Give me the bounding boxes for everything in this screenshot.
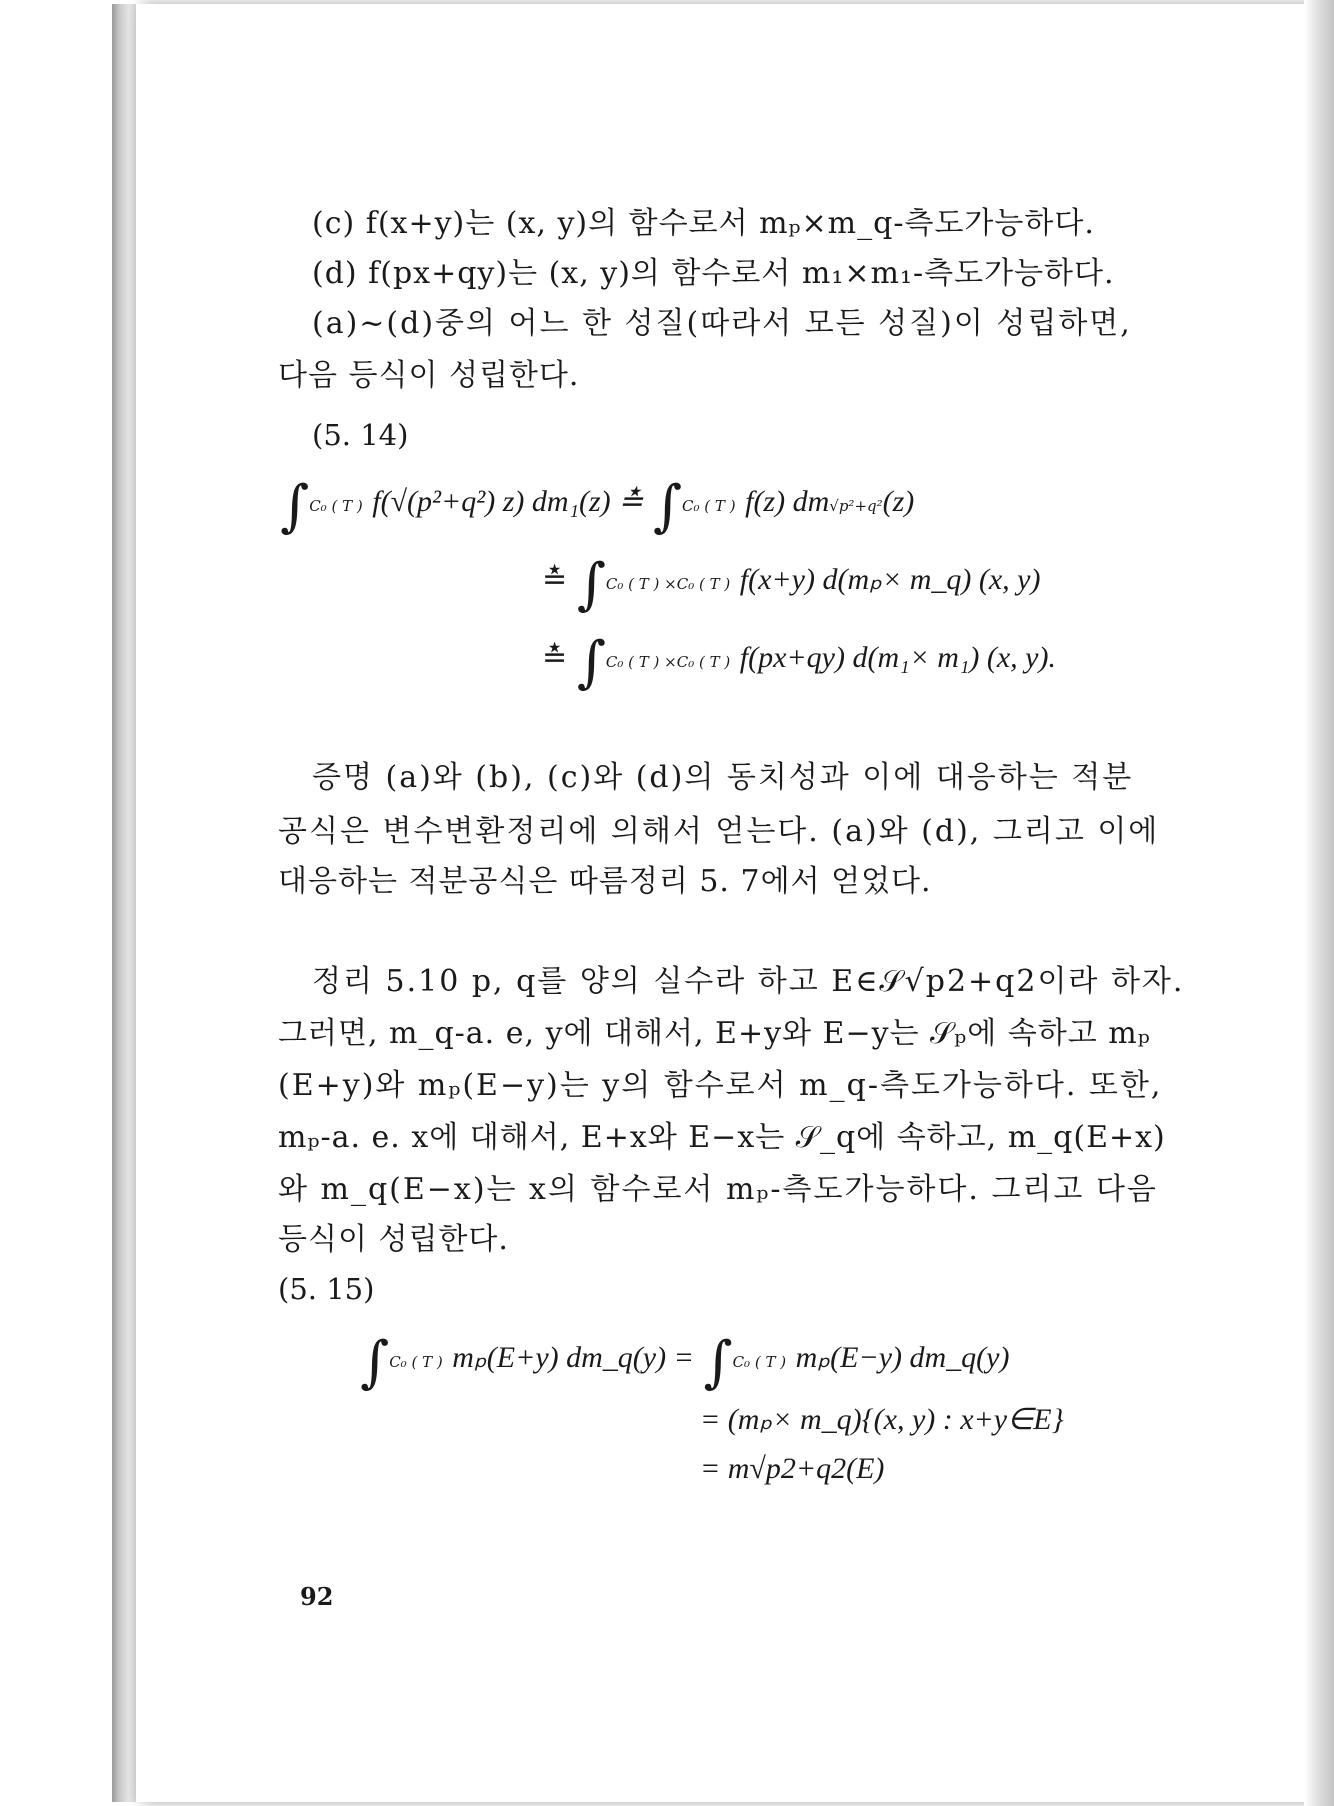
theorem-line-4: mₚ-a. e. x에 대해서, E+x와 E−x는 𝒮_q에 속하고, m_q(E+x) [278,1120,1166,1155]
integral-sign: ∫ [576,630,606,695]
theorem-line-2: 그러면, m_q-a. e, y에 대해서, E+y와 E−y는 𝒮ₚ에 속하고 mₚ [278,1016,1151,1051]
theorem-line-1: 정리 5.10 p, q를 양의 실수라 하고 E∈𝒮√p2+q2이라 하자. [312,964,1185,999]
equation-5-15-line-3: = m√p2+q2(E) [700,1452,885,1485]
equation-term: f(z) dm [745,485,830,518]
page-right-shadow [1304,0,1334,1806]
equation-5-14-line-1 [280,474,914,539]
approx-equal-sign: ≛ [542,562,568,597]
equation-term: (z) [882,485,915,518]
page-number: 92 [300,1582,334,1611]
equation-term: mₚ(E−y) dm_q(y) [795,1341,1010,1374]
integral-domain: C₀ ( T ) [389,1353,443,1371]
integral-sign: ∫ [576,552,606,617]
theorem-line-3: (E+y)와 mₚ(E−y)는 y의 함수로서 m_q-측도가능하다. 또한, [278,1068,1163,1103]
subscript: √p²+q² [829,497,883,515]
equation-label-5-15: (5. 15) [278,1272,375,1306]
integral-domain: C₀ ( T ) [309,497,363,515]
equation-term: f(√(p²+q²) z) dm₁(z) ≛ [372,485,644,518]
equation-5-14-line-3 [542,630,1056,695]
item-d: (d) f(px+qy)는 (x, y)의 함수로서 m₁×m₁-측도가능하다. [312,256,1115,291]
integral-sign: ∫ [652,474,683,539]
integral-sign: ∫ [360,1330,390,1395]
integral-domain: C₀ ( T ) [682,497,736,515]
approx-equal-sign: ≛ [542,640,568,675]
equation-5-15-line-1 [360,1330,1009,1395]
proof-line-1: 증명 (a)와 (b), (c)와 (d)의 동치성과 이에 대응하는 적분 [312,760,1134,795]
integral-sign: ∫ [703,1330,733,1395]
equation-term: f(px+qy) d(m₁× m₁) (x, y). [739,641,1056,674]
equation-5-14-line-2 [542,552,1040,617]
paragraph-line-2: 다음 등식이 성립한다. [278,358,580,393]
theorem-line-5: 와 m_q(E−x)는 x의 함수로서 mₚ-측도가능하다. 그리고 다음 [278,1172,1158,1207]
equation-term: mₚ(E+y) dm_q(y) = [452,1341,694,1374]
item-c: (c) f(x+y)는 (x, y)의 함수로서 mₚ×m_q-측도가능하다. [312,206,1095,241]
theorem-line-6: 등식이 성립한다. [278,1222,509,1257]
book-page-edge [112,4,136,1802]
paragraph-line-1: (a)~(d)중의 어느 한 성질(따라서 모든 성질)이 성립하면, [312,306,1132,341]
integral-sign: ∫ [280,474,310,539]
integral-domain: C₀ ( T ) ×C₀ ( T ) [605,575,731,593]
equation-5-15-line-2: = (mₚ× m_q){(x, y) : x+y∈E} [700,1403,1064,1436]
equation-term: f(x+y) d(mₚ× m_q) (x, y) [739,563,1041,596]
integral-domain: C₀ ( T ) ×C₀ ( T ) [605,653,731,671]
proof-line-3: 대응하는 적분공식은 따름정리 5. 7에서 얻었다. [278,864,932,899]
integral-domain: C₀ ( T ) [732,1353,787,1371]
equation-label-5-14: (5. 14) [312,418,409,452]
proof-line-2: 공식은 변수변환정리에 의해서 얻는다. (a)와 (d), 그리고 이에 [278,814,1160,849]
